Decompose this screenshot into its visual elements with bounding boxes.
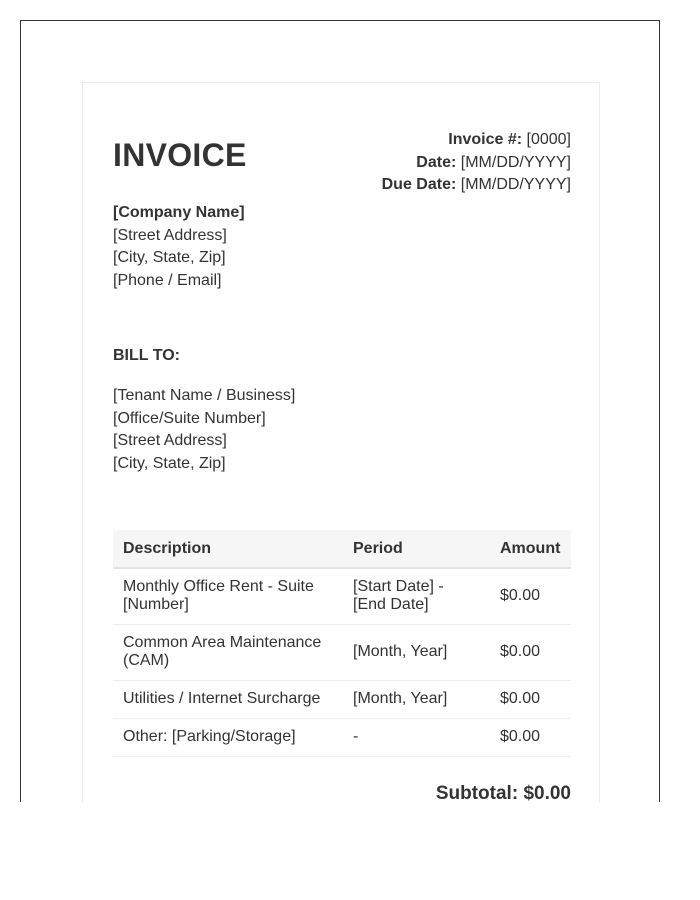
table-header-row — [113, 530, 571, 568]
table-row — [113, 681, 571, 719]
table-row — [113, 625, 571, 681]
bill-to-name: [Tenant Name / Business] — [113, 387, 296, 404]
row-amount: $0.00 — [490, 681, 571, 719]
invoice-due-date-value: [MM/DD/YYYY] — [460, 176, 571, 193]
company-name: [Company Name] — [113, 204, 245, 221]
invoice-page — [82, 82, 600, 802]
row-period: [Month, Year] — [343, 681, 490, 719]
row-amount: $0.00 — [490, 568, 571, 625]
line-items-table — [113, 530, 571, 757]
subtotal: Subtotal: $0.00 — [435, 783, 571, 802]
company-contact: [Phone / Email] — [113, 271, 222, 289]
invoice-due-date-line — [382, 174, 571, 197]
invoice-date-label: Date: — [416, 153, 457, 171]
row-description: Utilities / Internet Surcharge — [113, 681, 343, 719]
company-info — [113, 202, 245, 292]
header-description: Description — [123, 539, 212, 557]
bill-to-street: [Street Address] — [113, 432, 227, 449]
invoice-meta — [382, 129, 571, 197]
row-amount: $0.00 — [490, 719, 571, 757]
row-description: Common Area Maintenance (CAM) — [113, 625, 343, 681]
invoice-number-line — [382, 129, 571, 152]
invoice-number-label: Invoice #: — [448, 131, 523, 148]
row-period: [Start Date] - [End Date] — [343, 568, 490, 625]
bill-to-label: BILL TO: — [113, 347, 180, 364]
invoice-number-value: [0000] — [526, 131, 571, 148]
company-street: [Street Address] — [113, 226, 227, 244]
bill-to-suite: [Office/Suite Number] — [113, 409, 266, 427]
table-row — [113, 568, 571, 625]
invoice-date-value: [MM/DD/YYYY] — [460, 153, 571, 171]
company-city: [City, State, Zip] — [113, 249, 226, 266]
row-description: Other: [Parking/Storage] — [113, 719, 343, 757]
row-description: Monthly Office Rent - Suite [Number] — [113, 568, 343, 625]
document-viewport — [20, 20, 660, 802]
invoice-date-line — [382, 152, 571, 175]
bill-to-city: [City, State, Zip] — [113, 454, 226, 472]
row-amount: $0.00 — [490, 625, 571, 681]
header-amount: Amount — [500, 539, 561, 557]
header-period: Period — [353, 539, 403, 557]
bill-to-info — [113, 385, 295, 475]
table-row — [113, 719, 571, 757]
row-period: - — [343, 719, 490, 757]
invoice-title: INVOICE — [113, 137, 247, 173]
invoice-due-date-label: Due Date: — [381, 176, 457, 193]
row-period: [Month, Year] — [343, 625, 490, 681]
